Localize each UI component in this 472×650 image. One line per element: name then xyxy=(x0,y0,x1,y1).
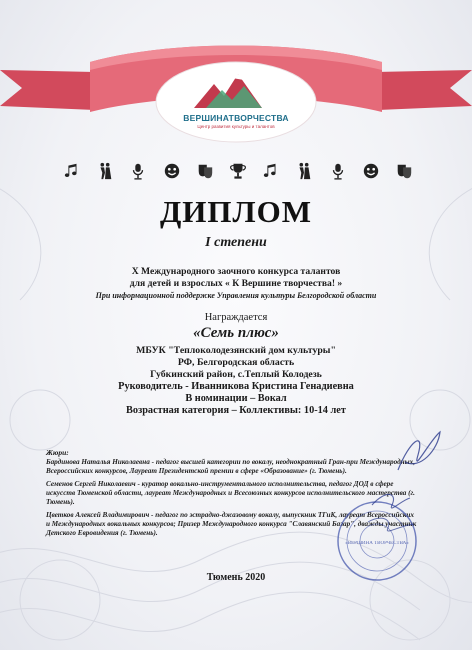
logo-title: ВЕРШИНАТВОРЧЕСТВА xyxy=(183,113,289,123)
dancer-couple-icon xyxy=(294,161,314,181)
org-line-6: Возрастная категория – Коллективы: 10-14 лет xyxy=(126,405,346,416)
theater-mask-icon xyxy=(162,161,182,181)
stamp-text: «ВЕРШИНА ТВОРЧЕСТВА» xyxy=(345,541,409,546)
contest-line-1: X Международного заочного конкурса талантов xyxy=(131,266,341,277)
jury-member: Семенов Сергей Николаевич - куратор вокально-инструментального исполнительства, педагог ДОД в сфере искусств Тюменской области, лауреат Международных и Всесоюзных конкурсов исполнительского мастерства (г. Тюмень). xyxy=(46,480,415,506)
diploma-title: ДИПЛОМ xyxy=(159,194,313,229)
diploma-degree: I степени xyxy=(205,235,267,250)
drama-masks-icon xyxy=(195,161,215,181)
contest-name xyxy=(20,266,452,290)
dancer-couple-icon xyxy=(95,161,115,181)
winner-name: «Семь плюс» xyxy=(193,325,279,341)
music-note-icon xyxy=(261,161,281,181)
jury-member: Цветков Алексей Владимирович - педагог по эстрадно-джазовому вокалу, выпускник ТГиК, лауреат Всероссийских и Международных вокальных конкурсов; Призер Международного конкурса "Славянский Базар", дважды участник Детского Евровидения (г. Тюмень). xyxy=(46,511,417,537)
org-line-3: Губкинский район, с.Теплый Колодезь xyxy=(150,369,322,380)
org-line-5: В номинации – Вокал xyxy=(185,393,287,404)
microphone-icon xyxy=(128,161,148,181)
organization-stamp xyxy=(336,500,418,582)
awarded-label: Награждается xyxy=(204,312,268,323)
icon-row xyxy=(62,158,414,184)
org-line-2: РФ, Белгородская область xyxy=(177,357,295,368)
contest-line-2: для детей и взрослых « К Вершине творчества! » xyxy=(129,278,343,289)
org-line-4: Руководитель - Иванникова Кристина Генадиевна xyxy=(118,381,354,392)
support-note: При информационной поддержке Управления культуры Белгородской области xyxy=(95,291,377,300)
city-year: Тюмень 2020 xyxy=(206,572,266,583)
drama-masks-icon xyxy=(394,161,414,181)
microphone-icon xyxy=(328,161,348,181)
music-note-icon xyxy=(62,161,82,181)
trophy-icon xyxy=(228,161,248,181)
logo-subtitle: Центр развития культуры и талантов xyxy=(197,124,275,129)
organization-block xyxy=(0,345,472,417)
org-line-1: МБУК "Теплоколодезянский дом культуры" xyxy=(136,345,336,356)
jury-member: Бардинова Наталья Николаевна - педагог высшей категории по вокалу, неоднократный Гран-при Международных, Всероссийских конкурсов, Лауреат Президентской премии в сфере «Образование» (г. Тюмень). xyxy=(46,458,416,475)
theater-mask-icon xyxy=(361,161,381,181)
jury-label: Жюри: xyxy=(46,448,69,457)
